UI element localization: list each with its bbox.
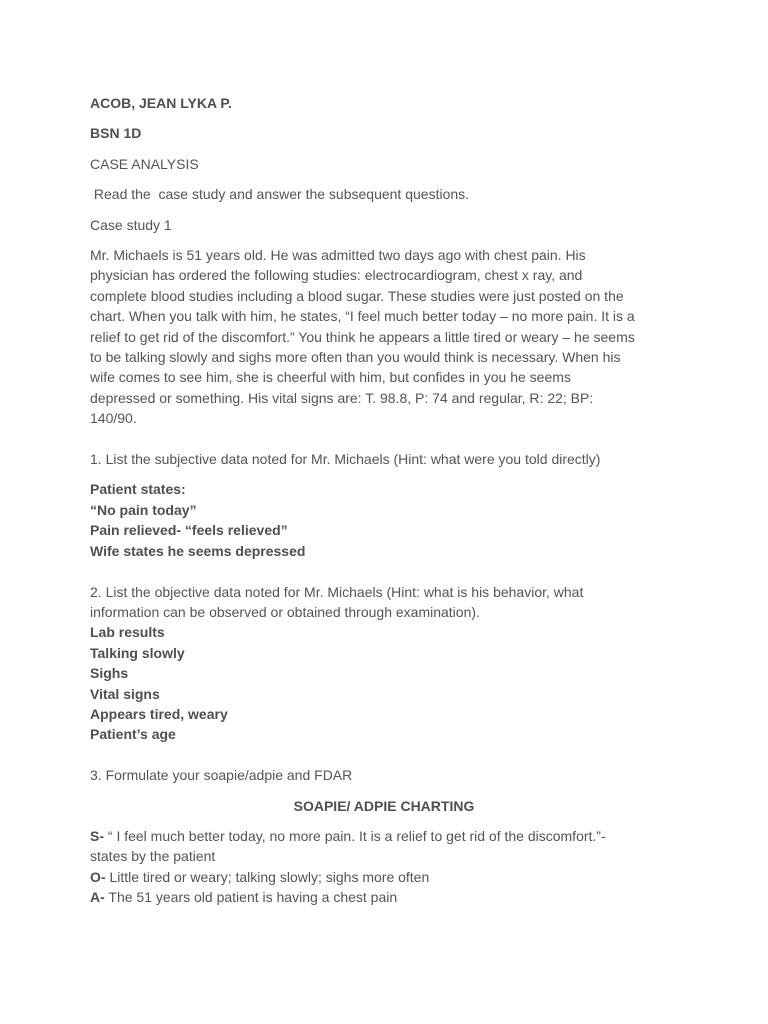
soapie-s-label: S-	[90, 827, 104, 844]
answer-item: Patient’s age	[90, 726, 176, 743]
soapie-s-text: “ I feel much better today, no more pain. It is a relief to get rid of the discomfort.”-	[104, 827, 606, 844]
question-3: 3. Formulate your soapie/adpie and FDAR	[90, 767, 353, 784]
case-line: complete blood studies including a blood sugar. These studies were just posted on the	[90, 287, 624, 304]
answer-item: Lab results	[90, 624, 165, 641]
answer-2-list	[90, 622, 678, 744]
answer-item: Pain relieved- “feels relieved”	[90, 522, 288, 539]
soapie-heading: SOAPIE/ ADPIE CHARTING	[293, 797, 475, 814]
case-line: 140/90.	[90, 410, 137, 427]
case-line: Mr. Michaels is 51 years old. He was admitted two days ago with chest pain. His	[90, 247, 586, 264]
student-name: ACOB, JEAN LYKA P.	[90, 95, 232, 111]
question-2-line-1: 2. List the objective data noted for Mr. Michaels (Hint: what is his behavior, what	[90, 583, 584, 600]
case-line: chart. When you talk with him, he states, “I feel much better today – no more pain. It is a	[90, 308, 635, 325]
case-study-paragraph	[90, 245, 678, 429]
case-study-label: Case study 1	[90, 216, 172, 233]
soapie-o-line	[90, 867, 678, 887]
soapie-s-continuation: states by the patient	[90, 848, 216, 865]
question-2-line-2: information can be observed or obtained through examination).	[90, 603, 480, 620]
soapie-s-line	[90, 826, 678, 846]
case-line: physician has ordered the following studies: electrocardiogram, chest x ray, and	[90, 267, 583, 284]
soapie-a-text: The 51 years old patient is having a chest pain	[104, 889, 398, 906]
instruction-text: Read the case study and answer the subsequent questions.	[90, 186, 470, 203]
case-line: depressed or something. His vital signs are: T. 98.8, P: 74 and regular, R: 22; BP:	[90, 389, 594, 406]
answer-item: Patient states:	[90, 481, 186, 498]
answer-item: Appears tired, weary	[90, 705, 228, 722]
soapie-o-text: Little tired or weary; talking slowly; sighs more often	[105, 868, 430, 885]
answer-item: “No pain today”	[90, 501, 197, 518]
document-title: CASE ANALYSIS	[90, 155, 199, 172]
soapie-a-line	[90, 887, 678, 907]
case-line: relief to get rid of the discomfort.” You think he appears a little tired or weary – he seems	[90, 328, 635, 345]
case-line: wife comes to see him, she is cheerful with him, but confides in you he seems	[90, 369, 571, 386]
answer-item: Talking slowly	[90, 644, 185, 661]
question-1: 1. List the subjective data noted for Mr. Michaels (Hint: what were you told directly)	[90, 451, 601, 468]
case-line: to be talking slowly and sighs more often than you would think is necessary. When his	[90, 349, 621, 366]
document-body	[90, 93, 678, 908]
answer-item: Sighs	[90, 665, 129, 682]
soapie-o-label: O-	[90, 868, 106, 885]
answer-item: Vital signs	[90, 685, 160, 702]
soapie-a-label: A-	[90, 889, 105, 906]
soapie-entries	[90, 826, 678, 908]
answer-item: Wife states he seems depressed	[90, 542, 306, 559]
student-section: BSN 1D	[90, 125, 142, 142]
answer-1-list	[90, 479, 678, 561]
